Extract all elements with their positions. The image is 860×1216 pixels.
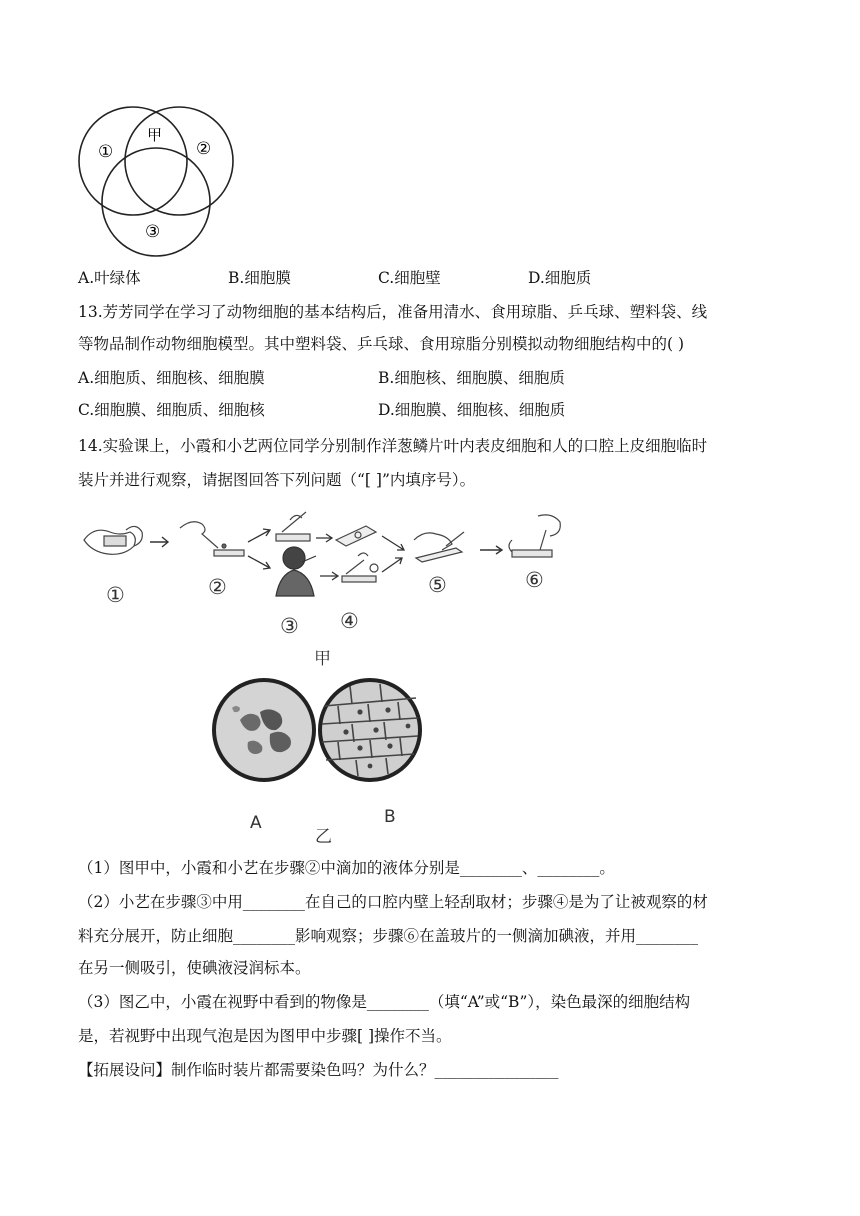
- step2-drop-liquid-illustration: [180, 522, 244, 556]
- step1-wipe-slide-illustration: [84, 526, 142, 554]
- venn-label-1: ①: [98, 142, 114, 162]
- onion-epidermis-illustration: [276, 512, 310, 541]
- figure-jia-procedure: [76, 510, 576, 670]
- q13-stem-line1: 13.芳芳同学在学习了动物细胞的基本结构后，准备用清水、食用琼脂、乒乓球、塑料袋、线: [78, 303, 708, 321]
- figure-yi-caption: 乙: [315, 827, 332, 844]
- venn-label-jia: 甲: [147, 126, 163, 144]
- step-label-4: ④: [340, 609, 359, 633]
- q12-option-c: C.细胞壁: [378, 269, 441, 287]
- venn-label-2: ②: [196, 139, 212, 159]
- step-label-1: ①: [106, 583, 125, 607]
- q14-sub1: （1）图甲中，小霞和小艺在步骤②中滴加的液体分别是________、________。: [78, 859, 615, 877]
- view-b-onion-cells: [320, 680, 420, 780]
- q14-sub2-line3: 在另一侧吸引，使碘液浸润标本。: [78, 959, 311, 977]
- step5-cover-slip-illustration: [414, 532, 464, 562]
- q14-stem-line1: 14.实验课上，小霞和小艺两位同学分别制作洋葱鳞片叶内表皮细胞和人的口腔上皮细胞临时: [78, 437, 708, 455]
- q13-option-b: B.细胞核、细胞膜、细胞质: [378, 369, 565, 387]
- slide-with-sample-illustration: [336, 526, 376, 546]
- figure-yi-microscope-views: [210, 672, 450, 844]
- q14-sub3-line1: （3）图乙中，小霞在视野中看到的物像是________（填“A”或“B”），染色最深的细胞结构: [78, 993, 691, 1011]
- q14-extension-question: 【拓展设问】制作临时装片都需要染色吗？为什么？________________: [78, 1061, 559, 1079]
- step4-spread-sample-illustration: [342, 553, 378, 582]
- arrow-2-lower: [248, 556, 270, 569]
- step-label-5: ⑤: [428, 573, 447, 597]
- q14-sub3-line2: 是，若视野中出现气泡是因为图甲中步骤[ ]操作不当。: [78, 1027, 452, 1045]
- q14-stem-line2: 装片并进行观察，请据图回答下列问题（“[ ]”内填序号）。: [78, 471, 476, 489]
- q12-option-d: D.细胞质: [528, 269, 592, 287]
- step-label-3: ③: [280, 614, 299, 638]
- view-label-b: B: [384, 807, 396, 827]
- figure-jia-caption: 甲: [314, 649, 331, 669]
- arrow-5-6: [480, 546, 502, 554]
- q14-sub2-line2: 料充分展开，防止细胞________影响观察；步骤⑥在盖玻片的一侧滴加碘液，并用________: [78, 927, 699, 945]
- q12-option-b: B.细胞膜: [228, 269, 291, 287]
- q13-option-a: A.细胞质、细胞核、细胞膜: [78, 369, 265, 387]
- view-label-a: A: [250, 813, 262, 833]
- q14-sub2-line1: （2）小艺在步骤③中用________在自己的口腔内壁上轻刮取材；步骤④是为了让被观察的材: [78, 893, 708, 911]
- q13-option-c: C.细胞膜、细胞质、细胞核: [78, 401, 265, 419]
- step-label-2: ②: [208, 575, 227, 599]
- view-a-cheek-cells: [214, 680, 314, 780]
- q13-option-d: D.细胞膜、细胞核、细胞质: [378, 401, 566, 419]
- arrow-lower-5: [382, 558, 402, 572]
- arrow-2-upper: [248, 529, 270, 542]
- arrow-upper-mid: [316, 534, 332, 542]
- step-label-6: ⑥: [525, 568, 544, 592]
- venn-circle-2: [125, 107, 233, 215]
- arrow-upper-5: [382, 536, 404, 550]
- venn-diagram: [76, 104, 236, 264]
- venn-label-3: ③: [145, 222, 161, 242]
- q12-option-a: A.叶绿体: [78, 269, 141, 287]
- arrow-3-4: [320, 572, 338, 580]
- arrow-1-2: [150, 537, 168, 547]
- venn-circle-1: [79, 107, 187, 215]
- q13-stem-line2: 等物品制作动物细胞模型。其中塑料袋、乒乓球、食用琼脂分别模拟动物细胞结构中的( ): [78, 335, 685, 353]
- step6-staining-illustration: [509, 515, 560, 557]
- person-cheek-scrape-illustration: [276, 547, 316, 596]
